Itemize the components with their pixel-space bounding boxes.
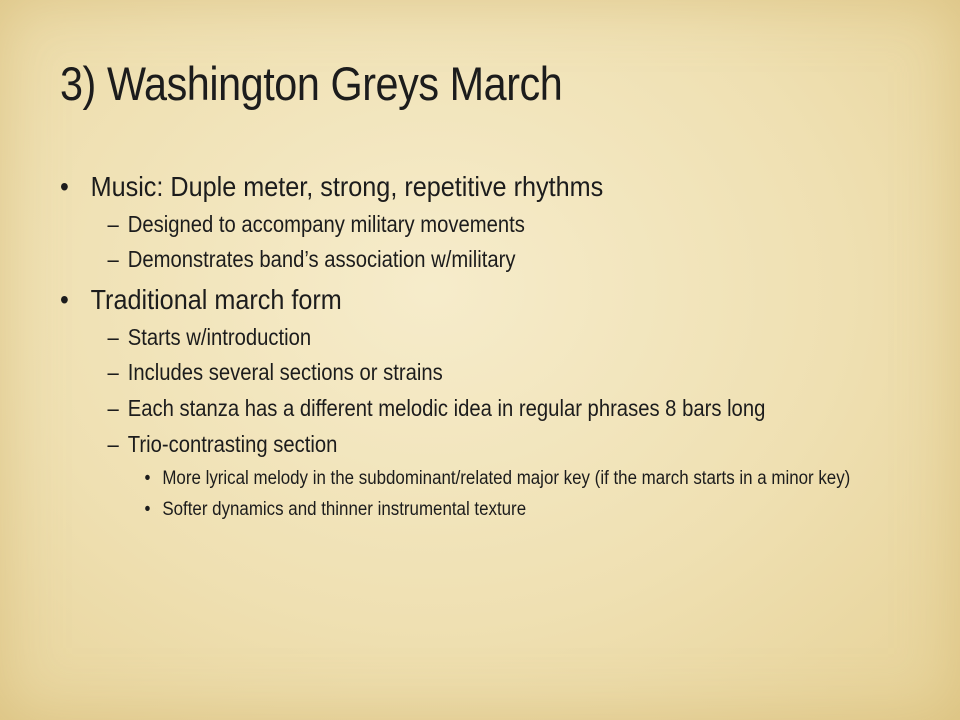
sub-sub-bullet-item <box>60 468 946 490</box>
sub-sub-bullet-text: More lyrical melody in the subdominant/related major key (if the march starts in a minor key) <box>162 467 851 489</box>
sub-bullet-text: Includes several sections or strains <box>127 359 443 386</box>
sub-bullet-item <box>60 212 849 238</box>
sub-bullet-text: Demonstrates band’s association w/military <box>127 246 516 273</box>
sub-bullet-item <box>60 396 849 422</box>
dash-marker: – <box>107 395 119 422</box>
sub-sub-bullet-text: Softer dynamics and thinner instrumental texture <box>162 498 527 520</box>
bullet-marker: • <box>60 284 69 316</box>
sub-bullet-text: Each stanza has a different melodic idea in regular phrases 8 bars long <box>127 395 766 422</box>
bullet-item <box>60 170 834 204</box>
bullet-marker: • <box>144 467 151 489</box>
dash-marker: – <box>107 246 119 273</box>
sub-sub-bullet-item <box>60 499 946 521</box>
dash-marker: – <box>107 359 119 386</box>
bullet-text: Traditional march form <box>90 284 342 316</box>
bullet-marker: • <box>144 498 151 520</box>
dash-marker: – <box>107 430 119 457</box>
sub-bullet-item <box>60 325 849 351</box>
sub-bullet-text: Starts w/introduction <box>127 323 312 350</box>
sub-bullet-text: Trio-contrasting section <box>127 430 338 457</box>
bullet-marker: • <box>60 171 69 202</box>
sub-bullet-item <box>60 360 849 386</box>
bullet-item <box>60 283 834 317</box>
sub-bullet-item <box>60 247 849 273</box>
sub-bullet-text: Designed to accompany military movements <box>127 210 525 237</box>
dash-marker: – <box>107 210 119 237</box>
sub-bullet-item <box>60 432 849 458</box>
dash-marker: – <box>107 323 119 350</box>
slide-body <box>60 170 920 529</box>
slide-title: 3) Washington Greys March <box>60 57 563 110</box>
bullet-text: Music: Duple meter, strong, repetitive rhythms <box>90 171 604 202</box>
